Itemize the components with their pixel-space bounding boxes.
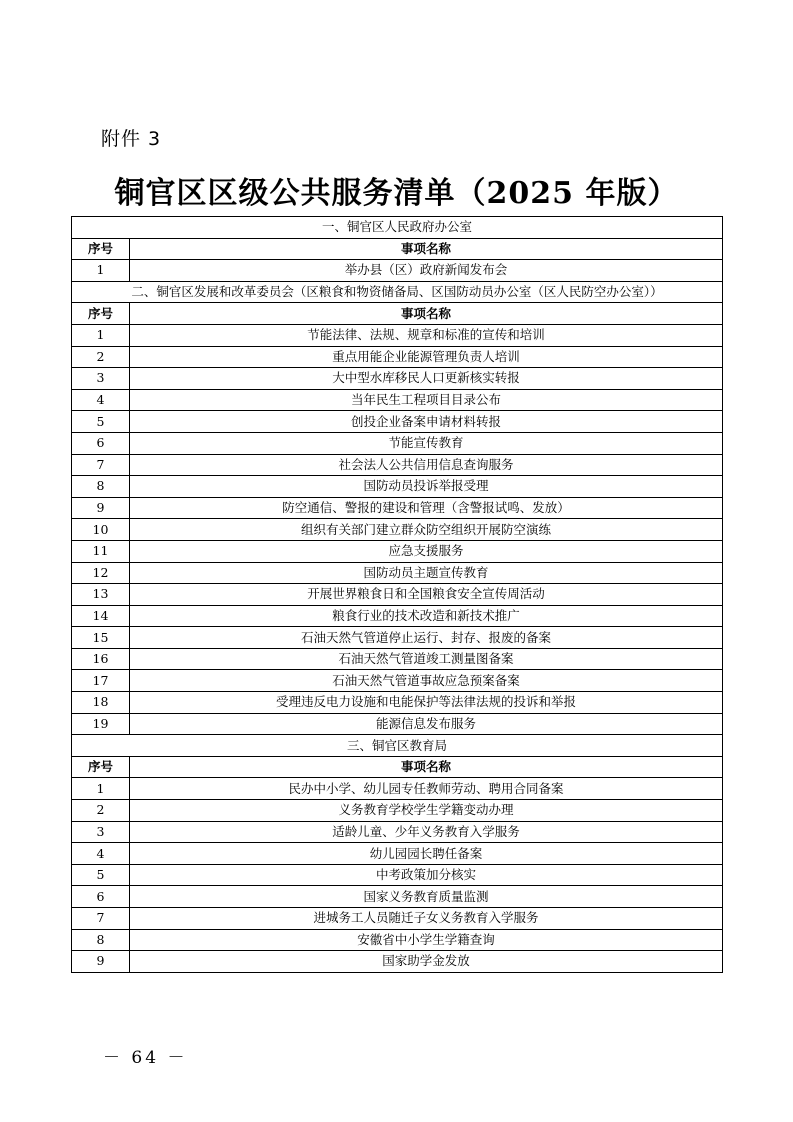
item-number: 2	[72, 346, 130, 368]
section-row	[72, 735, 723, 757]
item-number: 14	[72, 605, 130, 627]
item-number: 19	[72, 713, 130, 735]
item-name: 进城务工人员随迁子女义务教育入学服务	[130, 908, 723, 930]
item-number: 5	[72, 411, 130, 433]
item-number: 15	[72, 627, 130, 649]
item-name: 义务教育学校学生学籍变动办理	[130, 800, 723, 822]
item-name: 能源信息发布服务	[130, 713, 723, 735]
item-name: 适龄儿童、少年义务教育入学服务	[130, 821, 723, 843]
item-name: 大中型水库移民人口更新核实转报	[130, 368, 723, 390]
column-header-index: 序号	[72, 756, 130, 778]
item-number: 6	[72, 432, 130, 454]
item-number: 8	[72, 929, 130, 951]
table-row	[72, 843, 723, 865]
service-list-table	[71, 216, 723, 973]
item-number: 9	[72, 497, 130, 519]
table-row	[72, 476, 723, 498]
item-number: 11	[72, 540, 130, 562]
item-name: 受理违反电力设施和电能保护等法律法规的投诉和举报	[130, 692, 723, 714]
section-title: 三、铜官区教育局	[72, 735, 723, 757]
table-row	[72, 800, 723, 822]
table-row	[72, 778, 723, 800]
item-name: 节能法律、法规、规章和标准的宣传和培训	[130, 324, 723, 346]
item-name: 幼儿园园长聘任备案	[130, 843, 723, 865]
item-number: 9	[72, 951, 130, 973]
table-row	[72, 454, 723, 476]
table-row	[72, 886, 723, 908]
table-row	[72, 821, 723, 843]
table-row	[72, 260, 723, 282]
item-name: 社会法人公共信用信息查询服务	[130, 454, 723, 476]
table-row	[72, 346, 723, 368]
column-header-name: 事项名称	[130, 238, 723, 260]
item-number: 1	[72, 324, 130, 346]
item-name: 应急支援服务	[130, 540, 723, 562]
table-row	[72, 951, 723, 973]
item-name: 组织有关部门建立群众防空组织开展防空演练	[130, 519, 723, 541]
table-row	[72, 562, 723, 584]
item-name: 举办县（区）政府新闻发布会	[130, 260, 723, 282]
item-number: 5	[72, 864, 130, 886]
table-row	[72, 648, 723, 670]
item-number: 7	[72, 908, 130, 930]
table-row	[72, 713, 723, 735]
service-list-body	[72, 217, 723, 973]
header-row	[72, 238, 723, 260]
table-row	[72, 908, 723, 930]
section-row	[72, 217, 723, 239]
item-number: 1	[72, 778, 130, 800]
item-name: 开展世界粮食日和全国粮食安全宣传周活动	[130, 584, 723, 606]
item-name: 国防动员投诉举报受理	[130, 476, 723, 498]
document-title: 铜官区区级公共服务清单（2025 年版）	[114, 176, 679, 211]
item-number: 18	[72, 692, 130, 714]
item-name: 国家义务教育质量监测	[130, 886, 723, 908]
item-name: 重点用能企业能源管理负责人培训	[130, 346, 723, 368]
table-row	[72, 864, 723, 886]
item-number: 16	[72, 648, 130, 670]
item-number: 10	[72, 519, 130, 541]
page-number: － 64 －	[103, 1048, 188, 1068]
item-name: 防空通信、警报的建设和管理（含警报试鸣、发放）	[130, 497, 723, 519]
section-title: 二、铜官区发展和改革委员会（区粮食和物资储备局、区国防动员办公室（区人民防空办公室））	[72, 281, 723, 303]
item-number: 2	[72, 800, 130, 822]
item-name: 石油天然气管道停止运行、封存、报废的备案	[130, 627, 723, 649]
item-number: 4	[72, 843, 130, 865]
table-row	[72, 324, 723, 346]
item-number: 6	[72, 886, 130, 908]
header-row	[72, 756, 723, 778]
table-row	[72, 627, 723, 649]
table-row	[72, 368, 723, 390]
column-header-name: 事项名称	[130, 756, 723, 778]
table-row	[72, 389, 723, 411]
item-name: 民办中小学、幼儿园专任教师劳动、聘用合同备案	[130, 778, 723, 800]
item-name: 节能宣传教育	[130, 432, 723, 454]
table-row	[72, 692, 723, 714]
column-header-name: 事项名称	[130, 303, 723, 325]
item-number: 12	[72, 562, 130, 584]
table-row	[72, 605, 723, 627]
section-row	[72, 281, 723, 303]
item-name: 国防动员主题宣传教育	[130, 562, 723, 584]
item-name: 石油天然气管道事故应急预案备案	[130, 670, 723, 692]
section-title: 一、铜官区人民政府办公室	[72, 217, 723, 239]
column-header-index: 序号	[72, 303, 130, 325]
table-row	[72, 432, 723, 454]
header-row	[72, 303, 723, 325]
table-row	[72, 929, 723, 951]
item-number: 3	[72, 368, 130, 390]
table-row	[72, 411, 723, 433]
attachment-label: 附件 3	[101, 128, 162, 150]
item-number: 13	[72, 584, 130, 606]
item-name: 粮食行业的技术改造和新技术推广	[130, 605, 723, 627]
table-row	[72, 519, 723, 541]
table-row	[72, 670, 723, 692]
item-name: 当年民生工程项目目录公布	[130, 389, 723, 411]
item-name: 中考政策加分核实	[130, 864, 723, 886]
item-number: 4	[72, 389, 130, 411]
item-number: 7	[72, 454, 130, 476]
item-number: 8	[72, 476, 130, 498]
item-number: 1	[72, 260, 130, 282]
item-name: 安徽省中小学生学籍查询	[130, 929, 723, 951]
table-row	[72, 497, 723, 519]
item-name: 创投企业备案申请材料转报	[130, 411, 723, 433]
table-row	[72, 584, 723, 606]
item-name: 国家助学金发放	[130, 951, 723, 973]
table-row	[72, 540, 723, 562]
item-number: 3	[72, 821, 130, 843]
item-name: 石油天然气管道竣工测量图备案	[130, 648, 723, 670]
item-number: 17	[72, 670, 130, 692]
column-header-index: 序号	[72, 238, 130, 260]
